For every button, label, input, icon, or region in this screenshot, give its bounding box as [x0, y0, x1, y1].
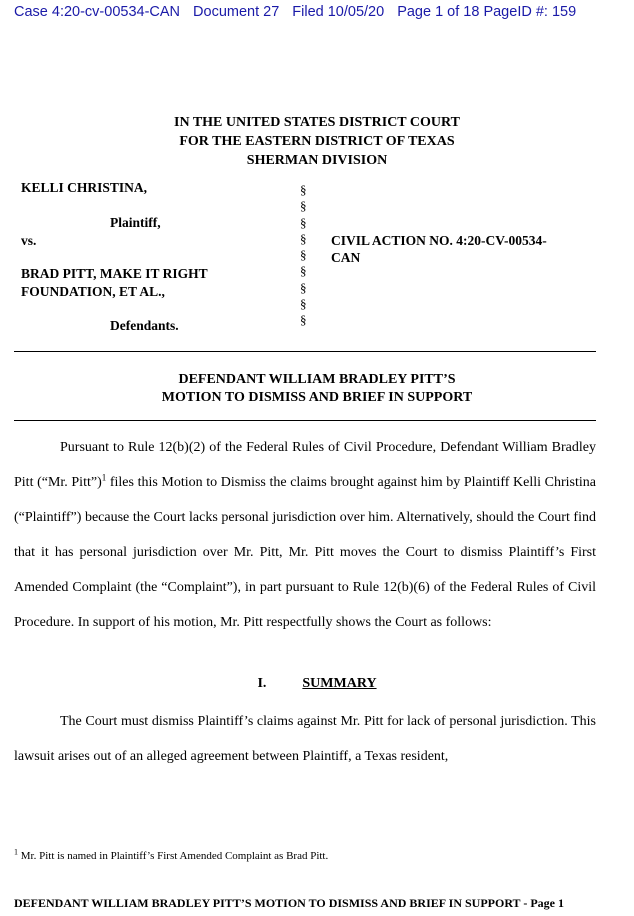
divider-top — [14, 351, 596, 352]
intro-paragraph: Pursuant to Rule 12(b)(2) of the Federal Rules of Civil Procedure, Defendant William Bradley Pitt (“Mr. Pitt”)$^1$ files this Motion to Dismiss the claims brought against him by Plaintiff Kelli Christina (“Plaintiff”) because the Court lacks personal jurisdiction over him. Alternatively, should the Court find that it has personal jurisdiction over Mr. Pitt, Mr. Pitt moves the Court to dismiss Plaintiff’s First Amended Complaint (the “Complaint”), in part pursuant to Rule 12(b)(6) of the Federal Rules of Civil Procedure. In support of his motion, Mr. Pitt respectfully shows the Court as follows: — [14, 440, 596, 630]
ecf-header — [14, 4, 620, 20]
case-number: Case 4:20-cv-00534-CAN — [14, 4, 181, 20]
section-symbol-column — [300, 182, 307, 329]
divider-bottom — [14, 420, 596, 421]
section-symbol: § — [300, 198, 307, 214]
section-symbol: § — [300, 247, 307, 263]
plaintiff-name: KELLI CHRISTINA, — [21, 180, 148, 195]
footnote-reference: 1 — [101, 472, 107, 483]
filed-date: Filed 10/05/20 — [292, 4, 385, 20]
section-title: SUMMARY — [302, 676, 377, 691]
defendant-line-1: BRAD PITT, MAKE IT RIGHT — [21, 266, 208, 281]
section-symbol: § — [300, 312, 307, 328]
page-id: 159 — [551, 4, 577, 20]
page-info: Page 1 of 18 PageID #: 159 — [397, 4, 577, 20]
civil-action-line-1: CIVIL ACTION NO. 4:20-CV-00534- — [331, 233, 547, 248]
summary-heading — [0, 676, 634, 692]
page-footer: DEFENDANT WILLIAM BRADLEY PITT’S MOTION TO DISMISS AND BRIEF IN SUPPORT - Page 1 — [14, 896, 564, 910]
motion-title-line-1: DEFENDANT WILLIAM BRADLEY PITT’S — [178, 372, 456, 387]
motion-title — [0, 371, 634, 407]
civil-action-line-2: CAN — [331, 250, 361, 265]
section-symbol: § — [300, 279, 307, 295]
section-symbol: § — [300, 214, 307, 230]
plaintiff-role: Plaintiff, — [110, 215, 161, 230]
footnote-mark: 1 — [14, 847, 18, 857]
section-symbol: § — [300, 263, 307, 279]
section-number: I. — [257, 676, 267, 691]
defendant-line-2: FOUNDATION, ET AL., — [21, 284, 165, 299]
court-line-3: SHERMAN DIVISION — [246, 153, 388, 168]
court-line-2: FOR THE EASTERN DISTRICT OF TEXAS — [179, 134, 455, 149]
section-symbol: § — [300, 182, 307, 197]
versus: vs. — [21, 233, 37, 248]
defendant-role: Defendants. — [110, 318, 179, 333]
document-number: Document 27 — [193, 4, 280, 20]
section-symbol: § — [300, 296, 307, 312]
summary-paragraph: The Court must dismiss Plaintiff’s claims against Mr. Pitt for lack of personal jurisdiction. This lawsuit arises out of an alleged agreement between Plaintiff, a Texas resident, — [14, 714, 596, 764]
court-heading — [0, 113, 634, 170]
court-line-1: IN THE UNITED STATES DISTRICT COURT — [174, 115, 460, 130]
footnote: $^1$ Mr. Pitt is named in Plaintiff’s First Amended Complaint as Brad Pitt. — [14, 847, 329, 862]
section-symbol: § — [300, 230, 307, 246]
motion-title-line-2: MOTION TO DISMISS AND BRIEF IN SUPPORT — [161, 390, 473, 405]
